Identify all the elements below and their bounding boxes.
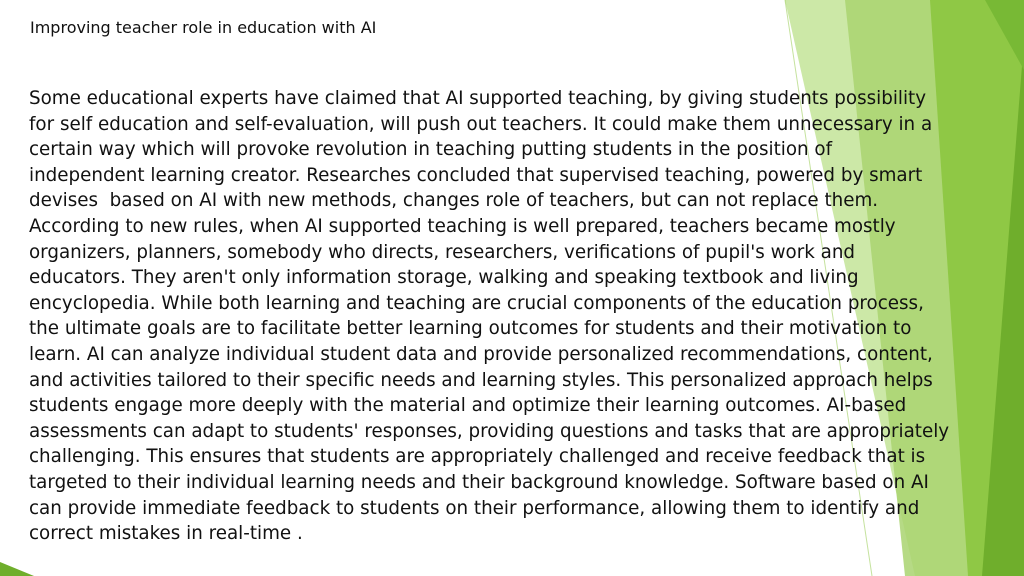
body-line: educators. They aren't only information storage, walking and speaking textbook and living [29,267,859,289]
body-line: and activities tailored to their specific needs and learning styles. This personalized approach helps [29,369,933,391]
body-line: learn. AI can analyze individual student data and provide personalized recommendations, content, [29,343,933,365]
body-line: for self education and self-evaluation, will push out teachers. It could make them unnecessary in a [29,113,933,135]
facet-bottom-left [0,562,34,576]
body-line: organizers, planners, somebody who directs, researchers, verifications of pupil's work and [29,241,856,263]
slide-title: Improving teacher role in education with AI [30,18,377,37]
body-line: Some educational experts have claimed that AI supported teaching, by giving students possibility [29,88,927,109]
body-line: devises based on AI with new methods, changes role of teachers, but can not replace them. [29,190,879,212]
body-line: targeted to their individual learning needs and their background knowledge. Software based on AI [29,471,929,493]
body-paragraph [29,86,989,547]
body-line: challenging. This ensures that students are appropriately challenged and receive feedback that is [29,446,926,468]
body-line: correct mistakes in real-time . [29,523,303,545]
body-line: assessments can adapt to students' responses, providing questions and tasks that are appropriately [29,420,950,442]
body-line: certain way which will provoke revolution in teaching putting students in the position of [29,139,833,161]
body-line: encyclopedia. While both learning and teaching are crucial components of the education process, [29,292,924,314]
body-line: can provide immediate feedback to students on their performance, allowing them to identify and [29,497,920,519]
body-line: the ultimate goals are to facilitate better learning outcomes for students and their motivation to [29,318,912,340]
body-line: According to new rules, when AI supported teaching is well prepared, teachers became mostly [29,215,896,237]
body-line: independent learning creator. Researches concluded that supervised teaching, powered by smart [29,164,923,186]
body-line: students engage more deeply with the material and optimize their learning outcomes. AI-based [29,395,907,417]
